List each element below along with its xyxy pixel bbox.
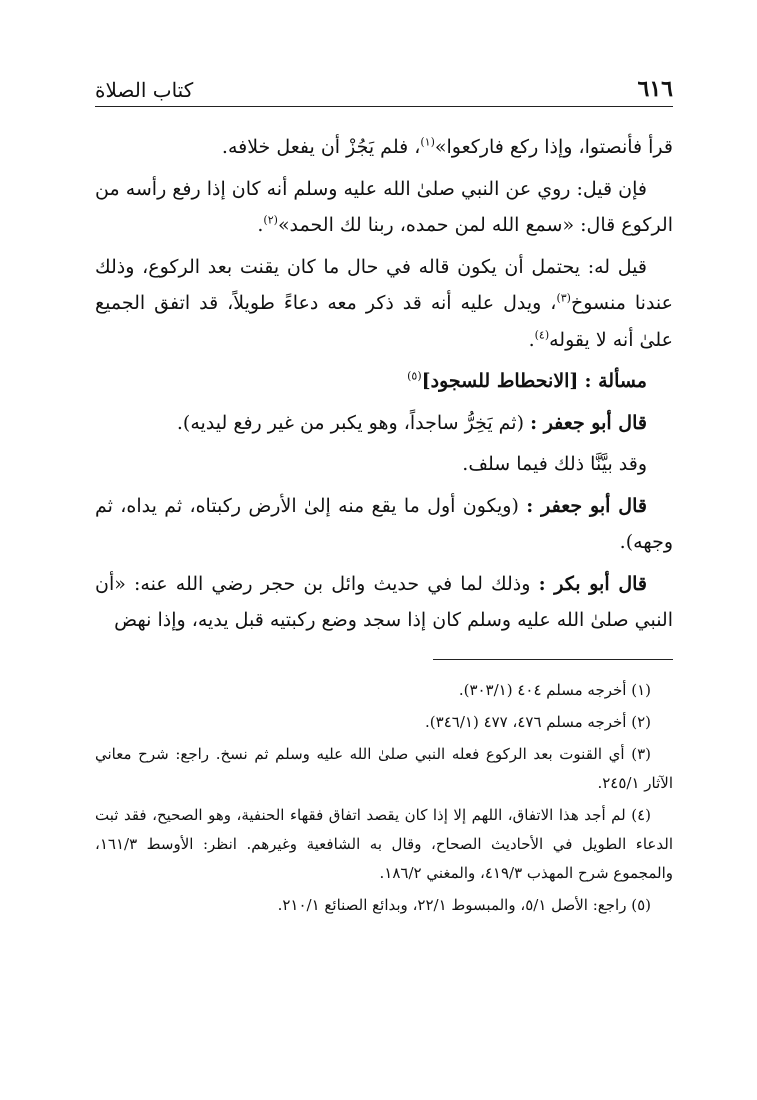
quote-paragraph: قال أبو بكر : وذلك لما في حديث وائل بن حجر رضي الله عنه: «أن النبي صلىٰ الله عليه وسلم كان إذا سجد وضع ركبتيه قبل يديه، وإذا نهض <box>95 572 673 631</box>
quote-paragraph: قال أبو جعفر : (ثم يَخِرُّ ساجداً، وهو يكبر من غير رفع ليديه). <box>176 411 647 434</box>
paragraph: قيل له: يحتمل أن يكون قاله في حال ما كان يقنت بعد الركوع، وذلك عندنا منسوخ$^{(٣)}$، ويدل عليه أنه قد ذكر معه دعاءً طويلاً، قد اتفق الجميع علىٰ أنه لا يقوله$^{(٤)}$. <box>95 255 673 351</box>
footnote: (٣) أي القنوت بعد الركوع فعله النبي صلىٰ الله عليه وسلم ثم نسخ. راجع: شرح معاني الآثار ٢٤٥/١. <box>95 744 673 792</box>
footnote-ref: (٢) <box>263 213 278 227</box>
footnote-ref: (١) <box>420 135 435 149</box>
masala-heading <box>95 363 673 400</box>
quote-paragraph: قال أبو جعفر : (ويكون أول ما يقع منه إلىٰ الأرض ركبتاه، ثم يداه، ثم وجهه). <box>95 494 673 553</box>
page-number: ٦١٦ <box>637 76 673 102</box>
footnote-divider <box>433 659 673 660</box>
footnote-ref: (٣) <box>556 291 571 305</box>
footnote-ref: (٤) <box>534 328 550 342</box>
footnote-ref: (٥) <box>407 369 422 383</box>
paragraph: قرأ فأنصتوا، وإذا ركع فاركعوا»$^{(١)}$، فلم يَجُزْ أن يفعل خلافه. <box>221 135 673 158</box>
main-text <box>95 129 673 639</box>
paragraph: وقد بيَّنَّا ذلك فيما سلف. <box>462 453 647 475</box>
speaker-label: قال أبو جعفر : <box>526 494 647 517</box>
paragraph: فإن قيل: روي عن النبي صلىٰ الله عليه وسلم أنه كان إذا رفع رأسه من الركوع قال: «سمع الله لمن حمده، ربنا لك الحمد»$^{(٢)}$. <box>95 177 673 236</box>
footnote: (١) أخرجه مسلم ٤٠٤ (٣٠٣/١). <box>458 680 651 699</box>
masala-title: [الانحطاط للسجود] <box>421 370 579 392</box>
speaker-label: قال أبو بكر : <box>538 572 648 595</box>
footnote: (٥) راجع: الأصل ٥/١، والمبسوط ٢٢/١، وبدائع الصنائع ٢١٠/١. <box>277 895 651 914</box>
masala-label: مسألة : <box>584 370 647 392</box>
footnote: (٤) لم أجد هذا الاتفاق، اللهم إلا إذا كان يقصد اتفاق فقهاء الحنفية، وهو الصحيح، فقد ثبت الدعاء الطويل في الأحاديث الصحاح، وقال به الشافعية وغيرهم. انظر: الأوسط ١٦١/٣، والمجموع شرح المهذب ٤١٩/٣، والمغني ١٨٦/٢. <box>95 805 673 882</box>
footnotes <box>95 676 673 920</box>
running-title: كتاب الصلاة <box>95 78 194 102</box>
speaker-label: قال أبو جعفر : <box>530 411 647 434</box>
footnote: (٢) أخرجه مسلم ٤٧٦، ٤٧٧ (٣٤٦/١). <box>425 712 651 731</box>
book-page <box>95 70 673 923</box>
page-header <box>95 70 673 107</box>
